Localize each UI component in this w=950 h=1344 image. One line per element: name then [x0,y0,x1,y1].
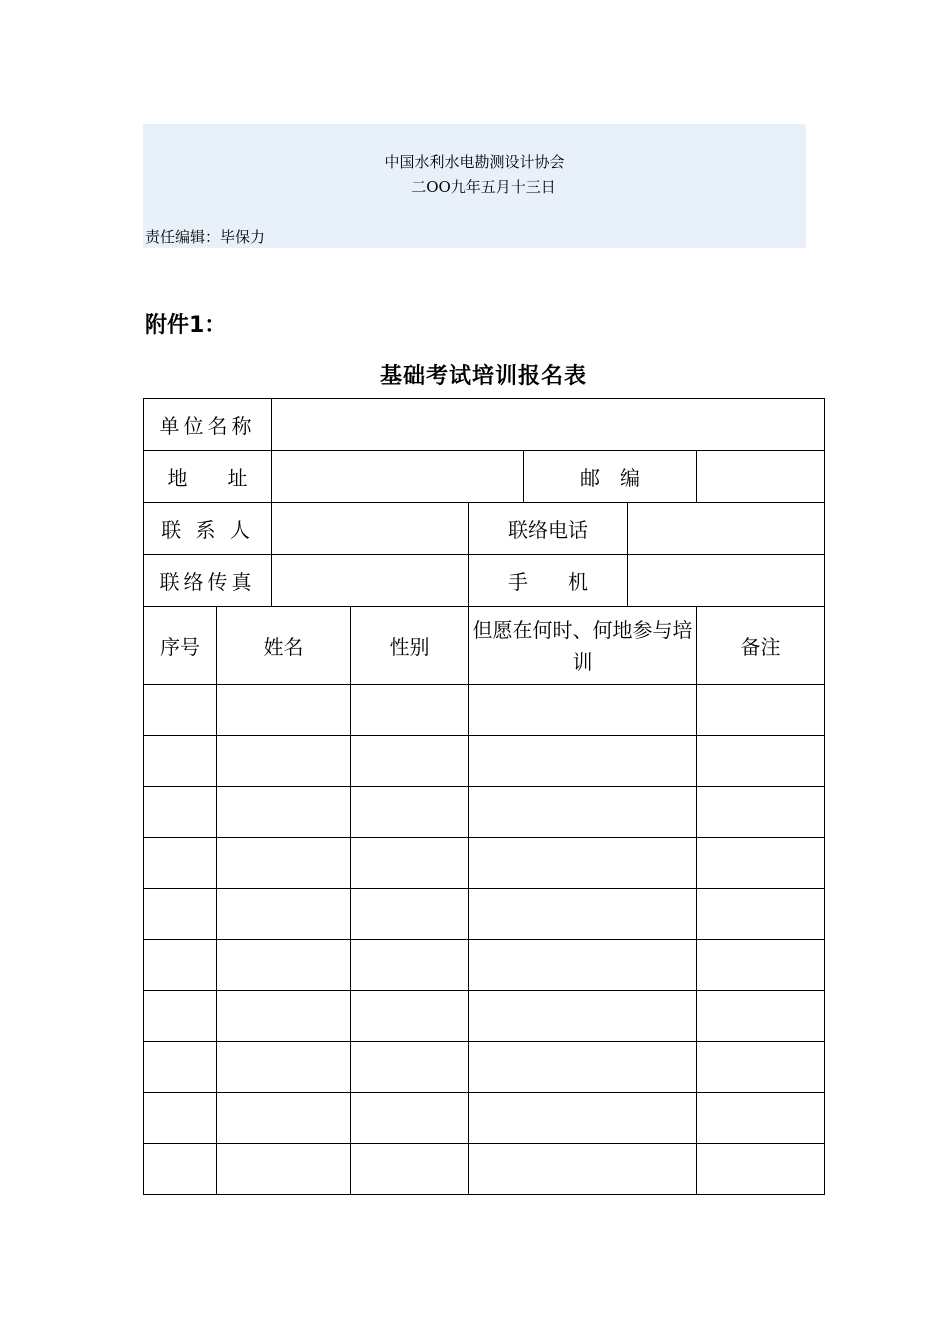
gender-cell[interactable] [351,940,469,991]
remarks-cell[interactable] [697,736,825,787]
editor-credit: 责任编辑：毕保力 [145,228,266,246]
contact-row [144,503,825,555]
column-header: 性别 [351,607,469,685]
table-row [144,1144,825,1195]
row-number-cell[interactable] [144,736,217,787]
remarks-cell[interactable] [697,838,825,889]
mobile-label: 手 机 [469,555,628,607]
name-cell[interactable] [217,838,351,889]
notice-box [143,124,806,248]
unit-name-field[interactable] [272,399,825,451]
table-row [144,1042,825,1093]
remarks-cell[interactable] [697,685,825,736]
column-header: 但愿在何时、何地参与培训 [469,607,697,685]
contact-phone-label: 联络电话 [469,503,628,555]
row-number-cell[interactable] [144,1144,217,1195]
address-row [144,451,825,503]
gender-cell[interactable] [351,991,469,1042]
fax-row [144,555,825,607]
table-row [144,838,825,889]
name-cell[interactable] [217,991,351,1042]
attachment-label: 附件1： [145,313,227,338]
form-title: 基础考试培训报名表 [379,363,587,389]
time-place-cell[interactable] [469,1042,697,1093]
unit-name-label: 单位名称 [144,399,272,451]
table-row [144,889,825,940]
postcode-label: 邮 编 [524,451,697,503]
address-label: 地 址 [144,451,272,503]
contact-label: 联 系 人 [144,503,272,555]
notice-date: 二OO九年五月十三日 [411,178,556,196]
table-row [144,940,825,991]
gender-cell[interactable] [351,787,469,838]
fax-field[interactable] [272,555,469,607]
time-place-cell[interactable] [469,736,697,787]
name-cell[interactable] [217,940,351,991]
gender-cell[interactable] [351,685,469,736]
row-number-cell[interactable] [144,685,217,736]
time-place-cell[interactable] [469,787,697,838]
participant-rows [144,685,825,1195]
column-header: 姓名 [217,607,351,685]
table-row [144,787,825,838]
remarks-cell[interactable] [697,991,825,1042]
fax-label: 联络传真 [144,555,272,607]
name-cell[interactable] [217,1042,351,1093]
gender-cell[interactable] [351,1144,469,1195]
gender-cell[interactable] [351,889,469,940]
name-cell[interactable] [217,736,351,787]
address-field[interactable] [272,451,524,503]
table-row [144,991,825,1042]
time-place-cell[interactable] [469,1144,697,1195]
remarks-cell[interactable] [697,1042,825,1093]
table-row [144,685,825,736]
time-place-cell[interactable] [469,991,697,1042]
time-place-cell[interactable] [469,889,697,940]
mobile-field[interactable] [628,555,825,607]
remarks-cell[interactable] [697,1093,825,1144]
name-cell[interactable] [217,787,351,838]
contact-phone-field[interactable] [628,503,825,555]
remarks-cell[interactable] [697,889,825,940]
column-header: 备注 [697,607,825,685]
table-row [144,736,825,787]
time-place-cell[interactable] [469,940,697,991]
time-place-cell[interactable] [469,1093,697,1144]
postcode-field[interactable] [697,451,825,503]
gender-cell[interactable] [351,736,469,787]
remarks-cell[interactable] [697,940,825,991]
remarks-cell[interactable] [697,787,825,838]
name-cell[interactable] [217,1144,351,1195]
remarks-cell[interactable] [697,1144,825,1195]
time-place-cell[interactable] [469,685,697,736]
row-number-cell[interactable] [144,889,217,940]
unit-name-row [144,399,825,451]
gender-cell[interactable] [351,838,469,889]
gender-cell[interactable] [351,1093,469,1144]
row-number-cell[interactable] [144,1042,217,1093]
table-row [144,1093,825,1144]
organization-name: 中国水利水电勘测设计协会 [384,153,565,171]
row-number-cell[interactable] [144,991,217,1042]
name-cell[interactable] [217,1093,351,1144]
name-cell[interactable] [217,685,351,736]
row-number-cell[interactable] [144,787,217,838]
row-number-cell[interactable] [144,838,217,889]
name-cell[interactable] [217,889,351,940]
column-header: 序号 [144,607,217,685]
row-number-cell[interactable] [144,1093,217,1144]
row-number-cell[interactable] [144,940,217,991]
time-place-cell[interactable] [469,838,697,889]
contact-field[interactable] [272,503,469,555]
column-header-row [144,607,825,685]
gender-cell[interactable] [351,1042,469,1093]
registration-form-table [143,398,825,1195]
